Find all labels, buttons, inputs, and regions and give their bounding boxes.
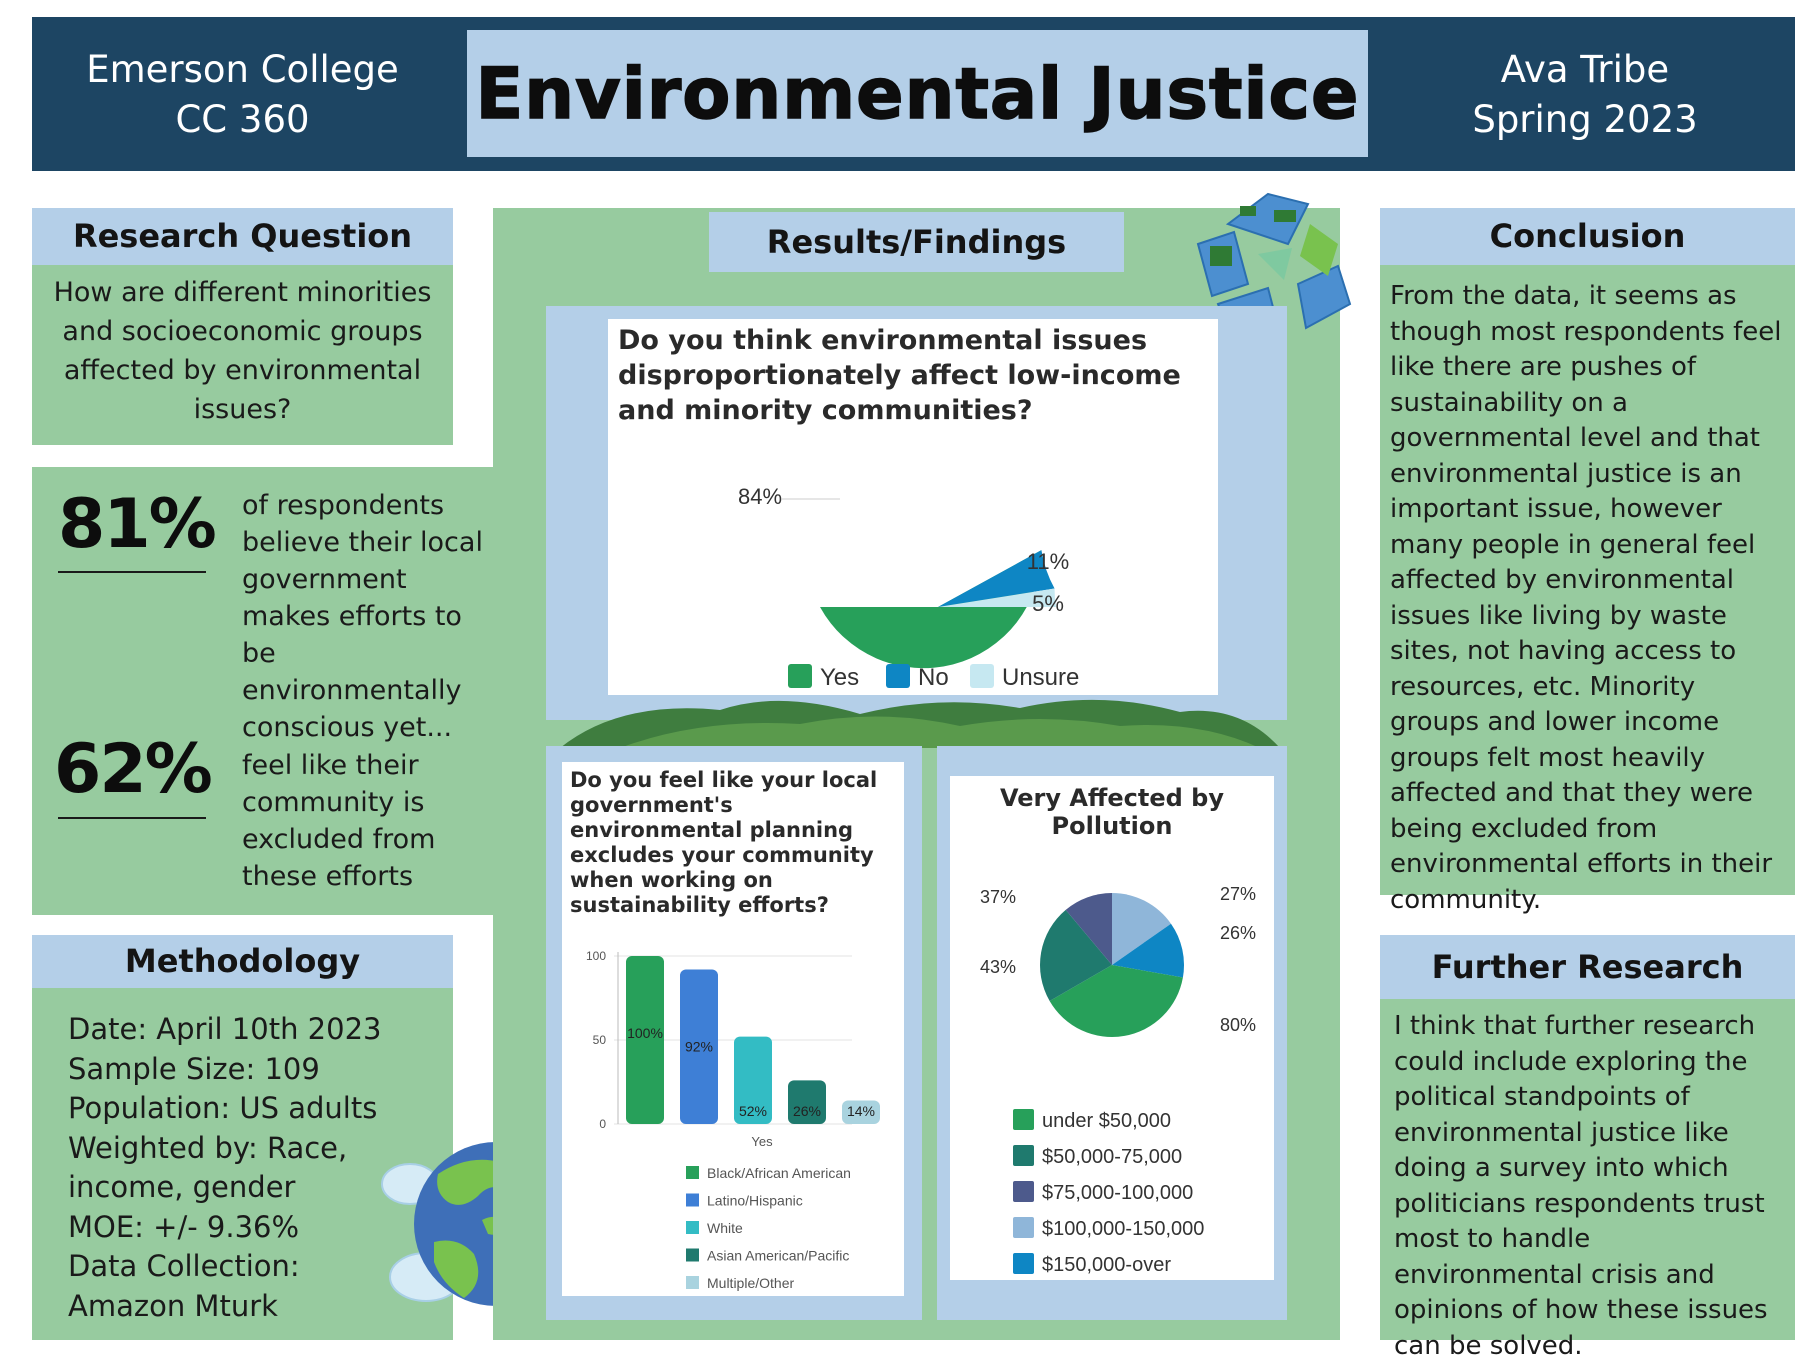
chart2-legend-label: Asian American/Pacific (707, 1247, 850, 1264)
chart1-legend-label: Yes (820, 664, 860, 691)
chart2-data-label: 92% (684, 1038, 714, 1055)
chart3-data-label: 26% (1219, 923, 1257, 943)
chart1-legend-swatch (788, 664, 812, 688)
chart1-data-label: 5% (1032, 591, 1064, 616)
chart3-legend-label: $50,000-75,000 (1042, 1146, 1183, 1168)
chart2-legend-label: Latino/Hispanic (707, 1192, 803, 1209)
author-name: Ava Tribe (1500, 48, 1670, 91)
chart1-card (608, 319, 1218, 695)
chart3-legend-label: $150,000-over (1042, 1254, 1171, 1276)
chart2-legend-swatch (686, 1276, 699, 1289)
methodology-heading: Methodology (124, 942, 361, 980)
chart1-data-label: 11% (1026, 549, 1070, 574)
course-code: CC 360 (175, 98, 310, 141)
methodology-line: Weighted by: Race, (68, 1130, 348, 1165)
chart2-legend-swatch (686, 1221, 699, 1234)
methodology-line: Sample Size: 109 (68, 1051, 320, 1086)
stat-62-underline (58, 817, 206, 819)
chart2-y-tick: 50 (592, 1033, 606, 1047)
chart3-legend-swatch (1013, 1181, 1034, 1202)
chart2-data-label: 100% (627, 1025, 663, 1041)
chart2-data-label: 14% (846, 1103, 876, 1119)
chart3-data-label: 43% (979, 957, 1017, 977)
chart2-y-tick: 100 (585, 949, 606, 963)
research-heading: Research Question (72, 217, 413, 255)
results-heading-bar (709, 212, 1124, 272)
chart2-legend-swatch (686, 1194, 699, 1207)
methodology-line: MOE: +/- 9.36% (68, 1209, 300, 1244)
chart1-legend-swatch (886, 664, 910, 688)
chart3-data-label: 37% (979, 887, 1017, 907)
chart1-legend-swatch (970, 664, 994, 688)
chart1-pie (608, 319, 1218, 695)
research-heading-bar (32, 208, 453, 265)
chart3-title: Very Affected by Pollution (999, 784, 1224, 840)
title-box (467, 30, 1368, 157)
stat-62-value: 62% (54, 730, 211, 809)
chart2-data-label: 26% (792, 1103, 822, 1119)
chart1-legend-label: No (918, 664, 949, 691)
further-heading: Further Research (1431, 948, 1744, 986)
further-panel (1380, 999, 1795, 1361)
chart3-pie (950, 776, 1274, 1280)
chart2-card (562, 762, 904, 1296)
chart3-legend-swatch (1013, 1109, 1034, 1130)
chart2-x-label: Yes (751, 1134, 773, 1149)
header-left (40, 45, 445, 145)
chart2-legend-label: White (707, 1220, 743, 1236)
conclusion-text: From the data, it seems as though most respondents feel like there are pushes of sustainability on a governmental level and that environmental justice is an important issue, however many people in general feel affected by environmental issues like living by waste sites, not having access to resources, etc. Minority groups and lower income groups felt most heavily affected and that they were being excluded from environmental efforts in their community. (1390, 281, 1782, 915)
chart3-data-label: 80% (1219, 1015, 1257, 1035)
stat-81-value: 81% (58, 485, 215, 564)
stat-81-underline (58, 571, 206, 573)
conclusion-heading: Conclusion (1489, 217, 1686, 255)
chart3-legend-label: $75,000-100,000 (1042, 1182, 1194, 1204)
chart3-legend-label: $100,000-150,000 (1042, 1218, 1205, 1240)
header-right (1385, 45, 1785, 145)
chart2-legend-swatch (686, 1166, 699, 1179)
methodology-line: Population: US adults (68, 1091, 378, 1125)
chart3-legend-swatch (1013, 1145, 1034, 1166)
chart2-legend-label: Black/African American (707, 1165, 851, 1181)
hills-illustration (560, 690, 1280, 748)
research-panel (32, 265, 453, 445)
poster-title: Environmental Justice (475, 52, 1360, 135)
chart1-question: Do you think environmental issues disproportionately affect low-income and minority communities? (618, 325, 1181, 426)
further-heading-bar (1380, 935, 1795, 999)
chart1-slice-yes (820, 550, 1041, 668)
stat-62-text: feel like their community is excluded from these efforts (242, 750, 436, 892)
chart2-legend-swatch (686, 1249, 699, 1262)
chart3-legend-label: under $50,000 (1042, 1110, 1172, 1132)
chart3-data-label: 27% (1219, 884, 1257, 904)
conclusion-heading-bar (1380, 208, 1795, 265)
chart1-data-label: 84% (737, 484, 783, 509)
further-research-text: I think that further research could include exploring the political standpoints of environmental justice like doing a survey into which politicians respondents trust most to handle environmental crisis and opinions of how these issues can be solved. (1394, 1011, 1768, 1361)
chart2-y-tick: 0 (599, 1117, 606, 1131)
chart2-bar (562, 762, 904, 1296)
methodology-line: Amazon Mturk (68, 1288, 278, 1323)
chart3-legend-swatch (1013, 1253, 1034, 1274)
chart2-data-label: 52% (738, 1103, 768, 1119)
methodology-line: Date: April 10th 2023 (68, 1012, 382, 1046)
chart3-legend-swatch (1013, 1217, 1034, 1238)
chart3-card (950, 776, 1274, 1280)
results-heading: Results/Findings (766, 223, 1067, 261)
methodology-heading-bar (32, 935, 453, 988)
chart1-legend-label: Unsure (1002, 664, 1080, 691)
conclusion-panel (1380, 265, 1795, 915)
semester: Spring 2023 (1472, 98, 1698, 141)
chart2-legend-label: Multiple/Other (707, 1275, 795, 1291)
methodology-line: Data Collection: (68, 1249, 300, 1283)
methodology-line: income, gender (68, 1170, 296, 1204)
chart2-question: Do you feel like your local government's environmental planning excludes your community when working on sustainability efforts? (570, 768, 878, 917)
stat-81-text: of respondents believe their local government makes efforts to be environmentally conscious yet... (242, 490, 483, 743)
college-name: Emerson College (86, 48, 399, 91)
research-question-text: How are different minorities and socioeconomic groups affected by environmental issues? (53, 277, 432, 425)
